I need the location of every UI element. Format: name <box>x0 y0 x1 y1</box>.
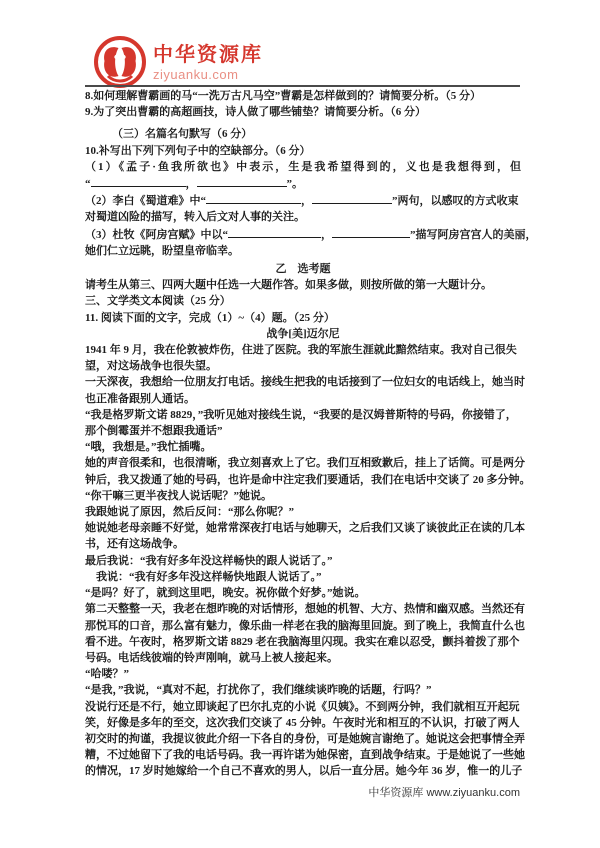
text-line: 我说：“我有好多年没这样畅快地跟人说话了。” <box>96 570 322 583</box>
text-line: 也正准备跟别人通话。 <box>85 392 195 405</box>
text-line: 糟，不过她留下了我的电话号码。我一再许诺为她保密，直到战争结束。于是她说了一些她 <box>85 749 525 762</box>
blank-underline <box>206 192 301 204</box>
footer-text: 中华资源库 www.ziyuanku.com <box>368 787 520 799</box>
text-line: 号码。电话线彼端的铃声刚响，就马上被人接起来。 <box>85 651 338 664</box>
text-line: 笑，好像是多年的至交，这次我们交谈了 45 分钟。午夜时光和相互的不认识，打破了两人 <box>85 716 520 729</box>
text-line: 她们仁立远眺，盼望皇帝临幸。 <box>85 244 239 257</box>
text-line: （三）名篇名句默写（6 分） <box>112 128 253 141</box>
text-line: 战争[美]迈尔尼 <box>266 327 340 340</box>
text-line: 书，还有这场战争。 <box>85 538 184 551</box>
line-text: ， <box>321 228 332 241</box>
text-line: 望，对这场战争也很失望。 <box>85 360 217 373</box>
blank-underline <box>332 226 410 238</box>
blank-underline <box>91 175 186 187</box>
text-line: 她的声音很柔和，也很清晰，我立刻喜欢上了它。我们互相致歉后，挂上了话筒。可是两分 <box>85 457 525 470</box>
text-line: 第二天整整一天，我老在想昨晚的对话情形，想她的机智、大方、热情和幽双感。当然还有 <box>85 603 525 616</box>
text-line: 没说行还是不行，她立即谈起了巴尔扎克的小说《贝姨》。不到两分钟，我们就相互开起玩 <box>85 700 520 713</box>
text-line: 那悦耳的口音，那么富有魅力，像乐曲一样老在我的脑海里回旋。到了晚上，我简直什么也 <box>85 619 525 632</box>
brand-logo <box>94 36 263 88</box>
text-line: “哦，我想是。”我忙插嘴。 <box>85 441 212 454</box>
text-line: “哈喽？” <box>85 668 129 681</box>
text-line: 三、文学类文本阅读（25 分） <box>85 295 231 308</box>
text-line: “是吗？好了，就到这里吧，晚安。祝你做个好梦。”她说。 <box>85 587 366 600</box>
text-line <box>85 226 537 243</box>
text-line: 11. 阅读下面的文字，完成（1）~（4）题。（25 分） <box>85 311 335 324</box>
text-line: 钟后，我又拨通了她的号码，也许是命中注定我们要通话，我们在电话中交谈了 20 多分钟。 <box>85 473 531 486</box>
text-line: 9.为了突出曹霸的高超画技，诗人做了哪些铺垫？请简要分析。（6 分） <box>85 106 426 119</box>
line-text: “ <box>85 178 91 191</box>
text-line: 最后我说：“我有好多年没这样畅快的跟人说话了。” <box>85 554 333 567</box>
line-text: ， <box>185 178 197 191</box>
text-line <box>85 192 521 209</box>
text-line: 1941 年 9 月，我在伦敦被炸伤，住进了医院。我的军旅生涯就此黯然结束。我对自己很失 <box>85 344 517 357</box>
line-text: ”描写阿房宫宫人的美丽， <box>410 228 537 241</box>
butterfly-logo-icon <box>94 36 146 88</box>
text-line <box>85 175 521 192</box>
blank-underline <box>197 175 287 187</box>
line-text: （3）杜牧《阿房宫赋》中以“ <box>85 228 228 241</box>
text-line: “你干嘛三更半夜找人说话呢？”她说。 <box>85 489 272 502</box>
text-line: 初交时的拘谨，我提议彼此介绍一下各自的身份，可是她婉言谢绝了。她说这会把事情全弄 <box>85 732 525 745</box>
text-line: 乙 选考题 <box>275 263 331 276</box>
text-line: 一天深夜，我想给一位朋友打电话。接线生把我的电话接到了一位妇女的电话线上，她当时 <box>85 376 525 389</box>
brand-text <box>153 36 263 81</box>
text-line: 我跟她说了原因，然后反问：“那么你呢？” <box>85 506 294 519</box>
document-lines <box>85 88 537 780</box>
brand-domain: ziyuanku.com <box>153 67 239 82</box>
blank-underline <box>228 226 321 238</box>
header-divider <box>85 85 520 87</box>
text-line: 对蜀道凶险的描写，转入后文对人事的关注。 <box>85 211 305 224</box>
line-text: （2）李白《蜀道难》中“ <box>85 195 206 208</box>
blank-underline <box>312 192 392 204</box>
text-line: 8.如何理解曹霸画的马“一洗万古凡马空”曹霸是怎样做到的？请简要分析。（5 分） <box>85 90 481 102</box>
line-text: ”。 <box>286 178 303 191</box>
line-text: ， <box>301 195 312 208</box>
text-line: 她说她老母亲睡不好觉，她常常深夜打电话与她聊天，之后我们又谈了谈彼此正在读的几本 <box>85 522 525 535</box>
text-line: 请考生从第三、四两大题中任选一大题作答。如果多做，则按所做的第一大题计分。 <box>85 279 492 292</box>
text-line: “是我，”我说，“真对不起，打扰你了，我们继续谈昨晚的话题，行吗？” <box>85 684 432 697</box>
line-text: ”两句，以感叹的方式收束 <box>392 195 519 208</box>
text-line: “我是格罗斯文诺 8829，”我听见她对接线生说，“我要的是汉姆普斯特的号码，你接错了， <box>85 408 517 421</box>
text-line: 那个倒霉蛋并不想跟我通话” <box>85 425 223 438</box>
brand-name: 中华资源库 <box>153 44 263 66</box>
text-line: 的情况，17 岁时她嫁给一个自己不喜欢的男人，以后一直分居。她今年 36 岁，惟一的儿子 <box>85 765 523 778</box>
footer <box>85 784 520 800</box>
text-line: （1）《孟子·鱼我所欲也》中表示，生是我希望得到的，义也是我想得到，但 <box>85 160 521 173</box>
text-line: 看不进。午夜时，格罗斯文诺 8829 老在我脑海里闪现。我实在难以忍受，颤抖着拨了那个 <box>85 635 520 648</box>
text-line: 10.补写出下列下列句子中的空缺部分。（6 分） <box>85 144 311 157</box>
